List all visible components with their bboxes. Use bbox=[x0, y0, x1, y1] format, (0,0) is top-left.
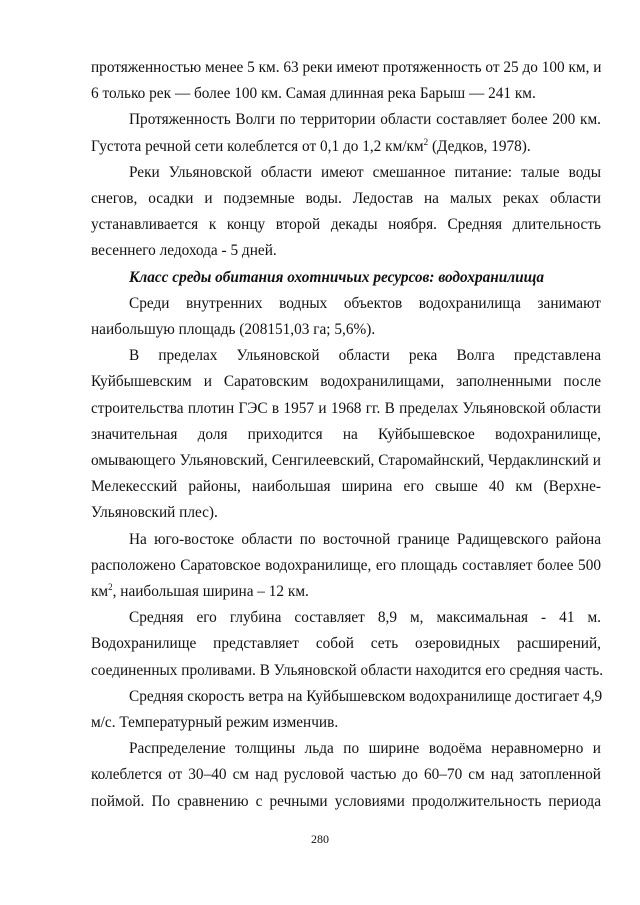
text-line: поймой. По сравнению с речными условиями продолжительность периода bbox=[91, 792, 601, 810]
text-line: колеблется от 30–40 см над русловой частью до 60–70 см над затопленной bbox=[91, 766, 601, 784]
text-block-reservoirs bbox=[91, 291, 604, 815]
page-number: 280 bbox=[311, 832, 329, 846]
paragraph bbox=[91, 684, 601, 736]
text-line: Распределение толщины льда по ширине водоёма неравномерно и bbox=[129, 740, 601, 758]
text-line: устанавливается к концу второй декады ноября. Средняя длительность bbox=[91, 216, 601, 234]
text-line: В пределах Ульяновской области река Волга представлена bbox=[129, 347, 601, 365]
text-line: Ульяновский плес). bbox=[91, 504, 218, 522]
text-line: омывающего Ульяновский, Сенгилеевский, Старомайнский, Чердаклинский и bbox=[91, 452, 601, 470]
text-block-rivers bbox=[91, 55, 601, 265]
text-line: значительная доля приходится на Куйбышевское водохранилище, bbox=[91, 425, 601, 443]
text-line: Густота речной сети колеблется от 0,1 до 1,2 $км/км^2$ (Дедков, 1978). bbox=[91, 136, 531, 155]
paragraph bbox=[91, 55, 601, 107]
text-line: Мелекесский районы, наибольшая ширина его свыше 40 км (Верхне- bbox=[91, 478, 601, 496]
text-line: Среди внутренних водных объектов водохранилища занимают bbox=[129, 294, 601, 312]
text-line: 6 только рек — более 100 км. Самая длинная река Барыш — 241 км. bbox=[91, 85, 536, 103]
text-line: м/с. Температурный режим изменчив. bbox=[91, 714, 339, 732]
text-line: протяженностью менее 5 км. 63 реки имеют протяженность от 25 до 100 км, и bbox=[91, 59, 602, 76]
text-line: Средняя его глубина составляет 8,9 м, максимальная - 41 м. bbox=[129, 609, 601, 627]
text-line: $км^2$, наибольшая ширина – 12 км. bbox=[91, 581, 309, 601]
paragraph bbox=[91, 291, 601, 343]
page-body bbox=[91, 55, 604, 815]
section-heading: Класс среды обитания охотничьих ресурсов: водохранилища bbox=[129, 268, 545, 286]
text-line: строительства плотин ГЭС в 1957 и 1968 гг. В пределах Ульяновской области bbox=[91, 399, 601, 417]
paragraph bbox=[91, 343, 601, 526]
text-line: наибольшую площадь (208151,03 га; 5,6%). bbox=[91, 321, 376, 339]
text-line: соединенных проливами. В Ульяновской области находится его средняя часть. bbox=[91, 661, 604, 679]
text-line: Реки Ульяновской области имеют смешанное питание: талые воды bbox=[129, 163, 601, 181]
paragraph bbox=[91, 107, 601, 159]
text-line: расположено Саратовское водохранилище, его площадь составляет более 500 bbox=[91, 556, 601, 574]
paragraph bbox=[91, 736, 601, 815]
text-line: Водохранилище представляет собой сеть озеровидных расширений, bbox=[91, 635, 601, 653]
text-line: Средняя скорость ветра на Куйбышевском водохранилище достигает 4,9 bbox=[129, 687, 603, 705]
paragraph bbox=[91, 605, 604, 684]
paragraph bbox=[91, 160, 601, 265]
text-line: Протяженность Волги по территории области составляет более 200 км. bbox=[129, 111, 601, 129]
text-line: На юго-востоке области по восточной границе Радищевского района bbox=[129, 530, 601, 548]
text-line: снегов, осадки и подземные воды. Ледостав на малых реках области bbox=[91, 190, 601, 208]
text-line: Куйбышевским и Саратовским водохранилищами, заполненными после bbox=[91, 373, 601, 391]
paragraph bbox=[91, 527, 601, 606]
text-line: весеннего ледохода - 5 дней. bbox=[91, 242, 277, 260]
